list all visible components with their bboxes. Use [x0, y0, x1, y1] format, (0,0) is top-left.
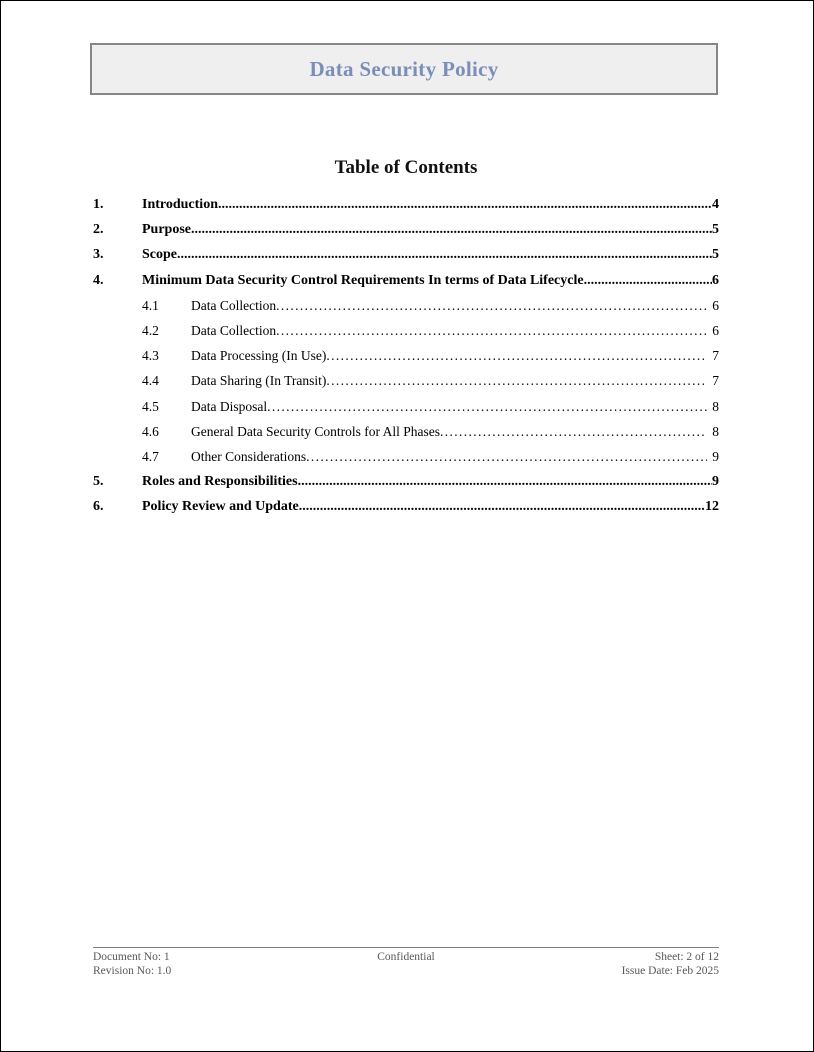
- toc-dot-leader: [276, 298, 707, 314]
- toc-entry-number: 4.5: [142, 398, 159, 414]
- footer-issue-date: Issue Date: Feb 2025: [621, 965, 720, 977]
- toc-entry-number: 4.: [93, 272, 104, 288]
- toc-dot-leader: [299, 499, 705, 515]
- document-title-box: [90, 43, 718, 95]
- toc-entry[interactable]: [93, 222, 719, 247]
- toc-entry-page: 6: [712, 322, 719, 338]
- toc-entry-page: 9: [712, 474, 719, 490]
- toc-entry-number: 5.: [93, 474, 104, 490]
- toc-entry-label: Minimum Data Security Control Requirements In terms of Data Lifecycle: [142, 272, 584, 288]
- toc-entry[interactable]: [93, 373, 719, 398]
- toc-entry-page: 7: [712, 348, 719, 364]
- toc-entry-label: Introduction: [142, 197, 218, 212]
- toc-entry-number: 4.6: [142, 423, 159, 439]
- toc-dot-leader: [267, 399, 707, 415]
- toc-entry-label: General Data Security Controls for All Phases: [191, 423, 440, 439]
- document-title: Data Security Policy: [309, 56, 499, 81]
- toc-dot-leader: [177, 247, 712, 263]
- toc-entry-page: 5: [712, 247, 719, 263]
- toc-entry[interactable]: [93, 474, 719, 499]
- toc-entry-number: 1.: [93, 197, 104, 212]
- toc-entry[interactable]: [93, 424, 719, 449]
- toc-entry-label: Roles and Responsibilities: [142, 474, 298, 490]
- toc-entry-number: 4.1: [142, 297, 159, 313]
- toc-entry-label: Purpose: [142, 222, 191, 238]
- toc-entry-number: 4.7: [142, 448, 159, 464]
- toc-entry[interactable]: [93, 273, 719, 298]
- toc-entry[interactable]: [93, 197, 719, 222]
- footer-confidential-label: Confidential: [377, 951, 435, 963]
- page-footer: [93, 947, 719, 978]
- toc-heading: Table of Contents: [334, 157, 478, 178]
- toc-entry[interactable]: [93, 499, 719, 524]
- toc-entry[interactable]: [93, 323, 719, 348]
- toc-dot-leader: [584, 273, 712, 289]
- footer-left-block: [93, 950, 302, 978]
- toc-entry-number: 4.2: [142, 322, 159, 338]
- toc-dot-leader: [306, 449, 707, 465]
- toc-entry[interactable]: [93, 348, 719, 373]
- toc-entry-label: Scope: [142, 247, 177, 263]
- toc-entry-label: Data Disposal: [191, 398, 268, 414]
- toc-entry[interactable]: [93, 247, 719, 272]
- toc-dot-leader: [276, 323, 707, 339]
- toc-entry[interactable]: [93, 298, 719, 323]
- toc-dot-leader: [326, 348, 707, 364]
- footer-revision-no: Revision No: 1.0: [93, 965, 172, 977]
- toc-entry-number: 4.3: [142, 348, 159, 364]
- toc-entry-number: 4.4: [142, 373, 159, 389]
- toc-entry-page: 8: [712, 423, 719, 439]
- toc-entry-page: 7: [712, 373, 719, 389]
- toc-entry-page: 9: [712, 448, 719, 464]
- toc-entry-label: Data Collection: [191, 297, 277, 313]
- toc-entry[interactable]: [93, 399, 719, 424]
- footer-right-block: [510, 950, 719, 978]
- toc-entry-number: 3.: [93, 247, 104, 263]
- toc-entry-label: Policy Review and Update: [142, 499, 299, 515]
- toc-entry-page: 8: [712, 398, 719, 414]
- toc-entry-label: Data Collection: [191, 322, 277, 338]
- toc-dot-leader: [326, 373, 707, 389]
- toc-dot-leader: [218, 197, 712, 213]
- toc-entry-page: 12: [705, 499, 719, 515]
- toc-entry-page: 4: [712, 197, 719, 212]
- toc-dot-leader: [191, 222, 712, 238]
- toc-entry-number: 6.: [93, 499, 104, 515]
- toc-entry[interactable]: [93, 449, 719, 474]
- toc-entry-page: 5: [712, 222, 719, 238]
- toc-entry-label: Data Sharing (In Transit): [191, 373, 327, 389]
- table-of-contents: [93, 197, 719, 524]
- toc-entry-page: 6: [712, 297, 719, 313]
- toc-dot-leader: [298, 474, 712, 490]
- toc-entry-label: Data Processing (In Use): [191, 348, 327, 364]
- toc-entry-number: 2.: [93, 222, 104, 238]
- footer-sheet-number: Sheet: 2 of 12: [654, 951, 720, 963]
- toc-entry-page: 6: [712, 272, 719, 288]
- toc-dot-leader: [440, 424, 707, 440]
- toc-entry-label: Other Considerations: [191, 448, 307, 464]
- footer-document-no: Document No: 1: [93, 951, 170, 963]
